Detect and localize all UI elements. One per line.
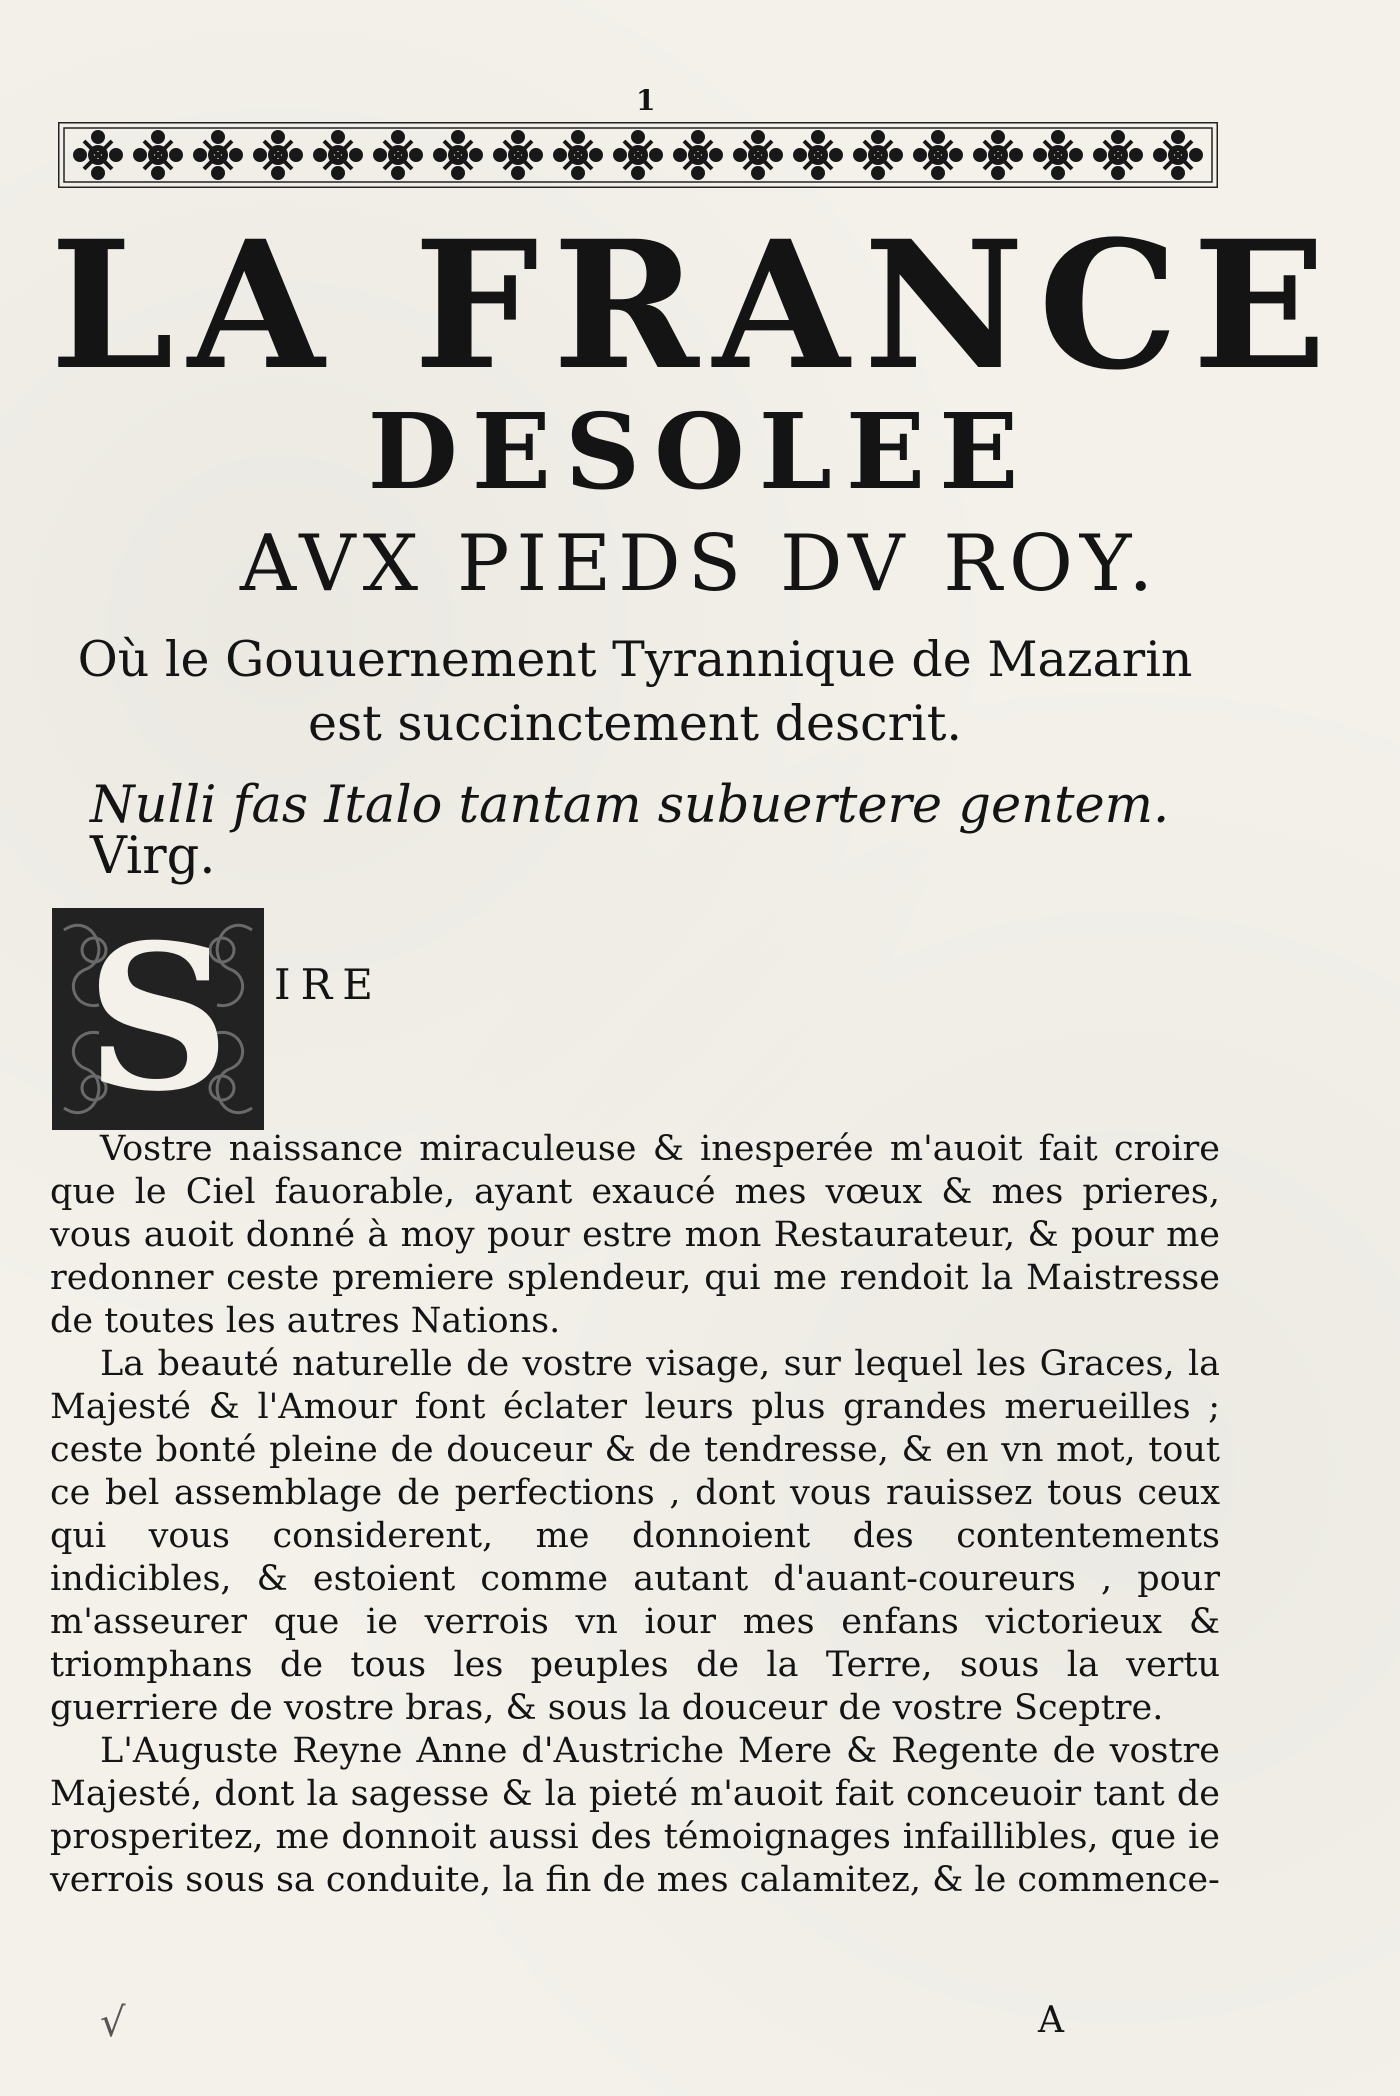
body-text — [50, 1128, 1220, 1902]
salutation: IRE — [274, 960, 383, 1009]
title-main: LA FRANCE — [50, 202, 1341, 409]
decorated-initial — [52, 901, 264, 1136]
marginal-check-mark: √ — [100, 2000, 126, 2046]
subtitle: Où le Gouuernement Tyrannique de Mazarin est succinctement descrit. — [77, 631, 1193, 752]
epigraph-text: Nulli fas Italo tantam subuertere gentem. — [90, 776, 1170, 835]
epigraph — [90, 776, 1220, 886]
title-desolee: DESOLEE — [367, 390, 1033, 513]
paragraph: L'Auguste Reyne Anne d'Austriche Mere & Regente de vostre Majesté, dont la sagesse & la pieté m'auoit fait conceuoir tant de prosperitez, me donnoit aussi des témoignages infaillibles, que ie verrois sous sa conduite, la fin de mes calamitez, & le commence- — [50, 1731, 1220, 1900]
signature-mark: A — [1038, 2000, 1064, 2041]
page-number: 1 — [636, 84, 656, 117]
ornament-band — [58, 122, 1218, 188]
epigraph-source: Virg. — [90, 827, 216, 886]
initial-letter: S — [85, 901, 231, 1136]
paragraph: Vostre naissance miraculeuse & inesperée m'auoit fait croire que le Ciel fauorable, ayant exaucé mes vœux & mes prieres, vous auoit donné à moy pour estre mon Restaurateur, & pour me redonner ceste premiere splendeur, qui me rendoit la Maistresse de toutes les autres Nations. — [50, 1129, 1220, 1341]
title-aux-pieds-du-roy: AVX PIEDS DV ROY. — [239, 519, 1161, 609]
paragraph: La beauté naturelle de vostre visage, sur lequel les Graces, la Majesté & l'Amour font éclater leurs plus grandes merueilles ; ceste bonté pleine de douceur & de tendresse, & en vn mot, tout ce bel assemblage de perfections , dont vous rauissez tous ceux qui vous considerent, me donnoient des contentements indicibles, & estoient comme autant d'auant-coureurs , pour m'asseurer que ie verrois vn iour mes enfans victorieux & triomphans de tous les peuples de la Terre, sous la vertu guerriere de vostre bras, & sous la douceur de vostre Sceptre. — [50, 1344, 1220, 1728]
